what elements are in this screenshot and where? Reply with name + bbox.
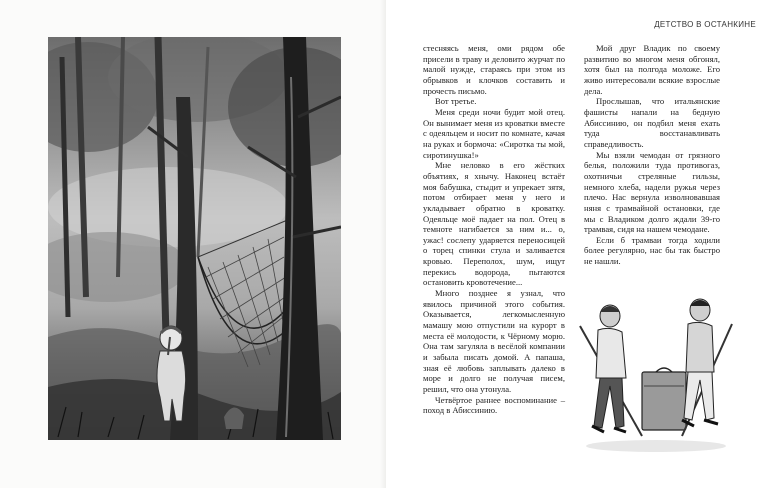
children-with-suitcase-illustration	[572, 286, 740, 456]
paragraph: стесняясь меня, оми рядом обе присели в траву и деловито журчат по малой нужде, стараясь при этом из обрывков и клочков составить и прочесть письмо.	[423, 43, 565, 96]
paragraph: Много позднее я узнал, что явилось причиной этого события. Оказывается, легкомысленную мамашу мою отпустили на курорт в места её молодости, к Чёрному морю. Она там загуляла в весёлой компании и забыла писать домой. А папаша, зная её любовь заплывать далеко в море и долго не получая писем, решил, что она утонула.	[423, 288, 565, 394]
paragraph: Меня среди ночи будит мой отец. Он вынимает меня из кроватки вместе с одеяльцем и носит по комнате, качая на руках и бормоча: «Сиротка ты мой, сиротинушка!»	[423, 106, 565, 160]
paragraph: Четвёртое раннее воспоминание – поход в Абиссинию.	[423, 394, 565, 416]
text-column-2	[584, 43, 720, 267]
forest-hammock-illustration	[48, 37, 341, 440]
paragraph: Вот третье.	[435, 96, 477, 107]
paragraph: Мой друг Владик по своему развитию во многом меня обгонял, хотя был на полгода моложе. Его живо интересовали всякие взрослые дела.	[584, 43, 720, 96]
running-head: ДЕТСТВО В ОСТАНКИНЕ	[654, 20, 756, 29]
paragraph: Мы взяли чемодан от грязного белья, положили туда противогаз, охотничьи стреляные гильзы, немного хлеба, надели ружья через плечо. Нас вернула изволновавшая няня с трамвайной остановки, где мы с Владиком долго ждали 39-го трамвая, сидя на нашем чемодане.	[584, 149, 720, 235]
paragraph: Прослышав, что итальянские фашисты напали на бедную Абиссинию, он подбил меня ехать туда восстанавливать справедливость.	[584, 96, 720, 149]
text-column-1	[423, 43, 565, 416]
paragraph: Мне неловко в его жёстких объятиях, я хнычу. Наконец встаёт моя бабушка, стыдит и упрекает зятя, потом отбирает меня у него и укладывает обратно в кроватку. Одеяльце моё падает на пол. Отец в темноте нагибается за ним и... о, ужас! сослепу ударяется переносицей о торец спинки стула и заливается кровью. Переполох, шум, ищут перекись водорода, пытаются остановить кровотечение...	[423, 160, 565, 288]
paragraph: Если б трамваи тогда ходили более регулярно, нас бы так быстро не нашли.	[584, 234, 720, 267]
